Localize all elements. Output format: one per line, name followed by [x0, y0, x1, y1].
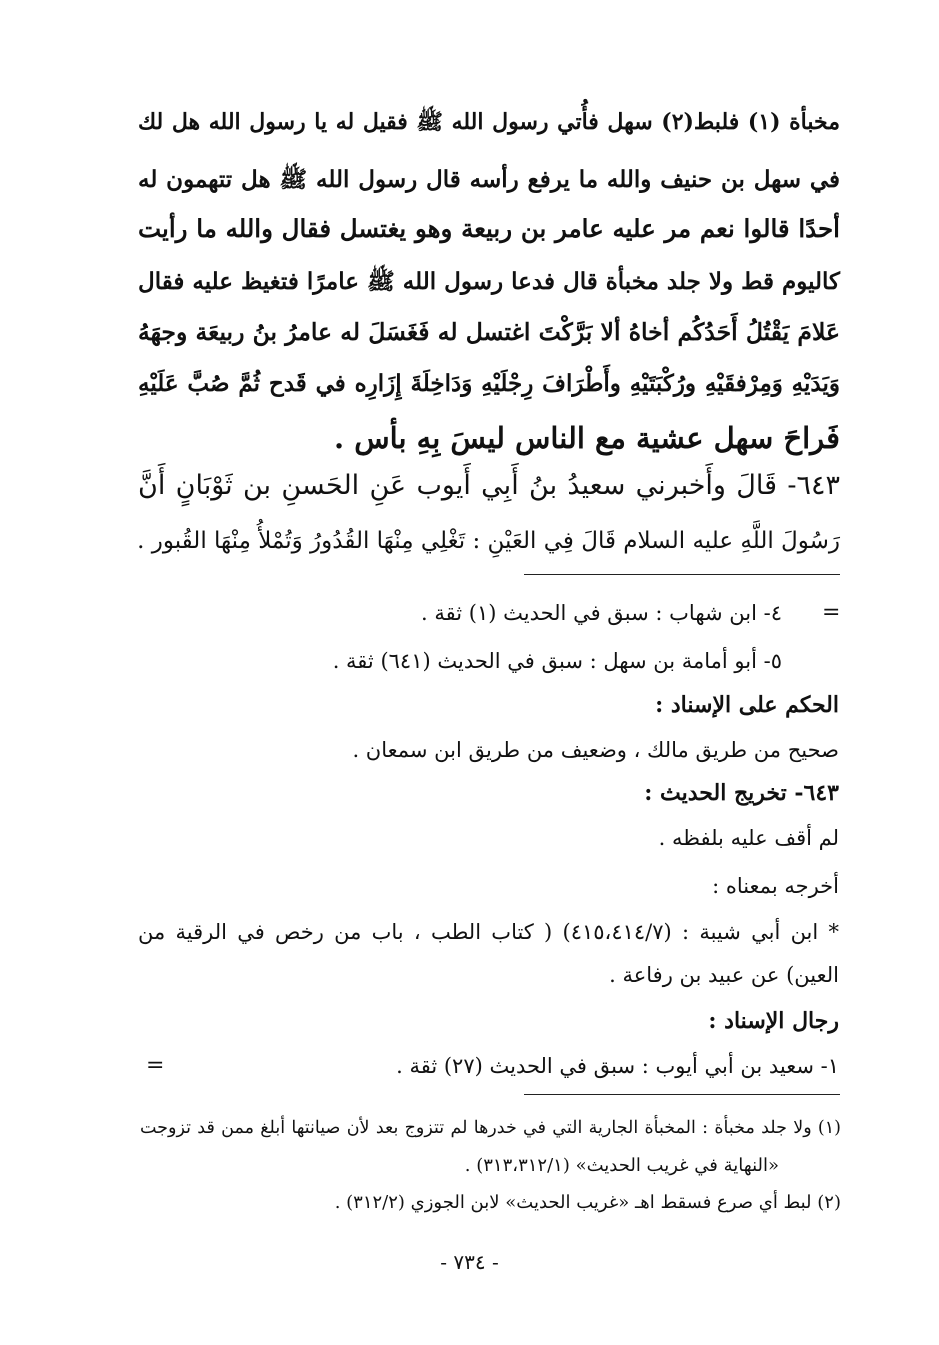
main-text-line-2: في سهل بن حنيف والله ما يرفع رأسه قال رسول الله ﷺ هل تتهمون له	[138, 166, 840, 193]
footnotes-separator	[524, 1094, 840, 1095]
main-text-line-7: فَراحَ سهل عشية مع الناس ليسَ بِهِ بأس .	[334, 421, 840, 455]
footnote-1-line-2: «النهاية في غريب الحديث» (٣١٣،٣١٢/١) .	[464, 1155, 779, 1176]
main-text-line-6: وَيَدَيْهِ وَمِرْفقَيْهِ ورُكْبَتَيْهِ وأَطْرَافَ رِجْلَيْهِ وَدَاخِلَةَ إِزَارِه في قَدح ثُمَّ صُبَّ عَلَيْهِ	[138, 370, 840, 397]
footnote-1-line-1: (١) ولا جلد مخبأة : المخبأة الجارية التي في خدرها لم تتزوج بعد لأن صيانتها أبلغ ممن قد تزوجت	[140, 1118, 841, 1138]
narrator-5: ٥- أبو أمامة بن سهل : سبق في الحديث (٦٤١) ثقة .	[332, 649, 782, 673]
source-line-1: * ابن أبي شيبة : (٤١٥،٤١٤/٧) ( كتاب الطب ، باب من رخص في الرقية من	[138, 920, 839, 944]
page-number: - ٧٣٤ -	[440, 1250, 499, 1274]
rijal-1: ١- سعيد بن أبي أيوب : سبق في الحديث (٢٧) ثقة .	[396, 1054, 839, 1078]
main-text-line-4: كاليوم قط ولا جلد مخبأة قال فدعا رسول الله ﷺ عامرًا فتغيظ عليه فقال	[138, 268, 840, 295]
ruling-text: صحيح من طريق مالك ، وضعيف من طريق ابن سمعان .	[352, 738, 839, 762]
rijal-heading: رجال الإسناد :	[708, 1008, 839, 1034]
hadith-643-line-1: ٦٤٣- قَالَ وأَخبرني سعيدُ بنُ أَبِي أَيوب عَنِ الحَسنِ بن ثَوْبَانٍ أَنَّ	[138, 470, 840, 501]
hadith-643-line-2: رَسُولَ اللَّهِ عليه السلام قَالَ فِي العَيْنِ : تَغْلِي مِنْهَا القُدُورُ وَتُمْلأُ مِنْهَا القُبور .	[137, 528, 840, 554]
continuation-mark: =	[822, 600, 841, 625]
takhrij-heading: ٦٤٣- تخريج الحديث :	[644, 780, 839, 806]
takhrij-line-1: لم أقف عليه بلفظه .	[658, 826, 839, 850]
ruling-heading: الحكم على الإسناد :	[655, 692, 839, 718]
source-line-2: العين) عن عبيد بن رفاعة .	[609, 963, 839, 987]
narrator-4: ٤- ابن شهاب : سبق في الحديث (١) ثقة .	[421, 601, 782, 625]
footnote-2: (٢) لبط أي صرع فسقط اهـ «غريب الحديث» لابن الجوزي (٣١٢/٢) .	[334, 1192, 841, 1213]
notes-separator	[524, 574, 840, 575]
continue-mark: =	[146, 1053, 165, 1078]
takhrij-line-2: أخرجه بمعناه :	[712, 874, 839, 898]
main-text-line-5: عَلامَ يَقْتُلُ أَحَدُكُم أخاهُ ألا بَرَّكْتَ اغتسل له فَغَسَلَ له عامرُ بنُ ربيعَة وجهَهُ	[138, 318, 840, 346]
main-text-line-3: أحدًا قالوا نعم مر عليه عامر بن ربيعة وهو يغتسل فقال والله ما رأيت	[138, 214, 840, 243]
main-text-line-1: مخبأة (١) فلبط(٢) سهل فأُتي رسول الله ﷺ فقيل له يا رسول الله هل لك	[138, 109, 840, 135]
